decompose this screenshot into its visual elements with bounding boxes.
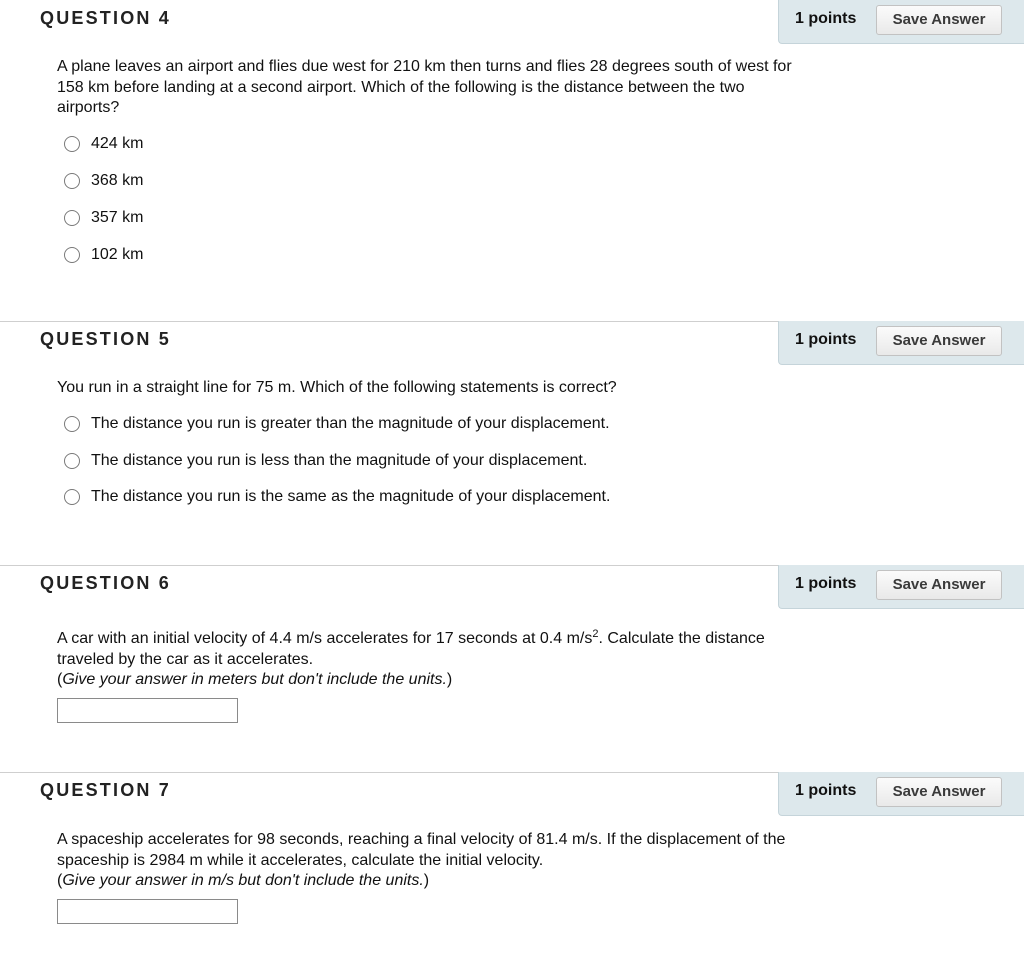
option-label: 357 km	[91, 209, 144, 226]
option-label: 368 km	[91, 172, 144, 189]
option-label: The distance you run is less than the magnitude of your displacement.	[91, 452, 588, 469]
save-answer-button[interactable]: Save Answer	[876, 5, 1002, 35]
answer-option[interactable]	[64, 207, 143, 229]
question-title: QUESTION 7	[40, 780, 172, 800]
answer-option[interactable]	[64, 486, 610, 508]
hint-open-paren: (	[57, 671, 63, 688]
option-label: The distance you run is greater than the magnitude of your displacement.	[91, 415, 610, 432]
answer-hint: Give your answer in meters but don't include the units.	[62, 671, 447, 688]
answer-input[interactable]	[57, 698, 238, 723]
answer-option[interactable]	[64, 244, 143, 266]
save-answer-button[interactable]: Save Answer	[876, 570, 1002, 600]
save-answer-button[interactable]: Save Answer	[876, 777, 1002, 807]
answer-option[interactable]	[64, 413, 610, 435]
hint-open-paren: (	[57, 872, 63, 889]
answer-option[interactable]	[64, 170, 143, 192]
radio-button[interactable]	[64, 453, 80, 469]
points-panel	[778, 321, 1024, 365]
question-text: You run in a straight line for 75 m. Which of the following statements is correct?	[57, 379, 617, 396]
question-title: QUESTION 4	[40, 8, 172, 28]
save-answer-button[interactable]: Save Answer	[876, 326, 1002, 356]
superscript: 2	[592, 628, 599, 640]
question-text-main: A car with an initial velocity of 4.4 m/s accelerates for 17 seconds at 0.4 m/s	[57, 630, 593, 647]
option-label: 102 km	[91, 246, 144, 263]
question-text-main: A spaceship accelerates for 98 seconds, reaching a final velocity of 81.4 m/s. If the displacement of the spaceship is 2984 m while it accelerates, calculate the initial velocity.	[57, 831, 786, 869]
points-label: 1 points	[795, 331, 857, 348]
radio-button[interactable]	[64, 416, 80, 432]
points-label: 1 points	[795, 782, 857, 799]
points-label: 1 points	[795, 575, 857, 592]
question-text-rest: . Calculate the distance traveled by the car as it accelerates.	[57, 630, 765, 668]
radio-button[interactable]	[64, 247, 80, 263]
hint-close-paren: )	[423, 872, 430, 889]
answer-hint: Give your answer in m/s but don't include the units.	[62, 872, 424, 889]
option-label: The distance you run is the same as the magnitude of your displacement.	[91, 488, 611, 505]
radio-button[interactable]	[64, 210, 80, 226]
hint-close-paren: )	[446, 671, 453, 688]
points-panel	[778, 0, 1024, 44]
radio-button[interactable]	[64, 489, 80, 505]
radio-button[interactable]	[64, 173, 80, 189]
points-label: 1 points	[795, 10, 857, 27]
radio-button[interactable]	[64, 136, 80, 152]
answer-option[interactable]	[64, 133, 143, 155]
question-title: QUESTION 5	[40, 329, 172, 349]
question-text	[57, 830, 797, 892]
question-title: QUESTION 6	[40, 573, 172, 593]
option-label: 424 km	[91, 135, 144, 152]
answer-option[interactable]	[64, 450, 587, 472]
answer-input[interactable]	[57, 899, 238, 924]
points-panel	[778, 772, 1024, 816]
points-panel	[778, 565, 1024, 609]
question-text: A plane leaves an airport and flies due west for 210 km then turns and flies 28 degrees south of west for 158 km before landing at a second airport. Which of the following is the distance between the two airports?	[57, 58, 792, 116]
question-text	[57, 629, 797, 691]
